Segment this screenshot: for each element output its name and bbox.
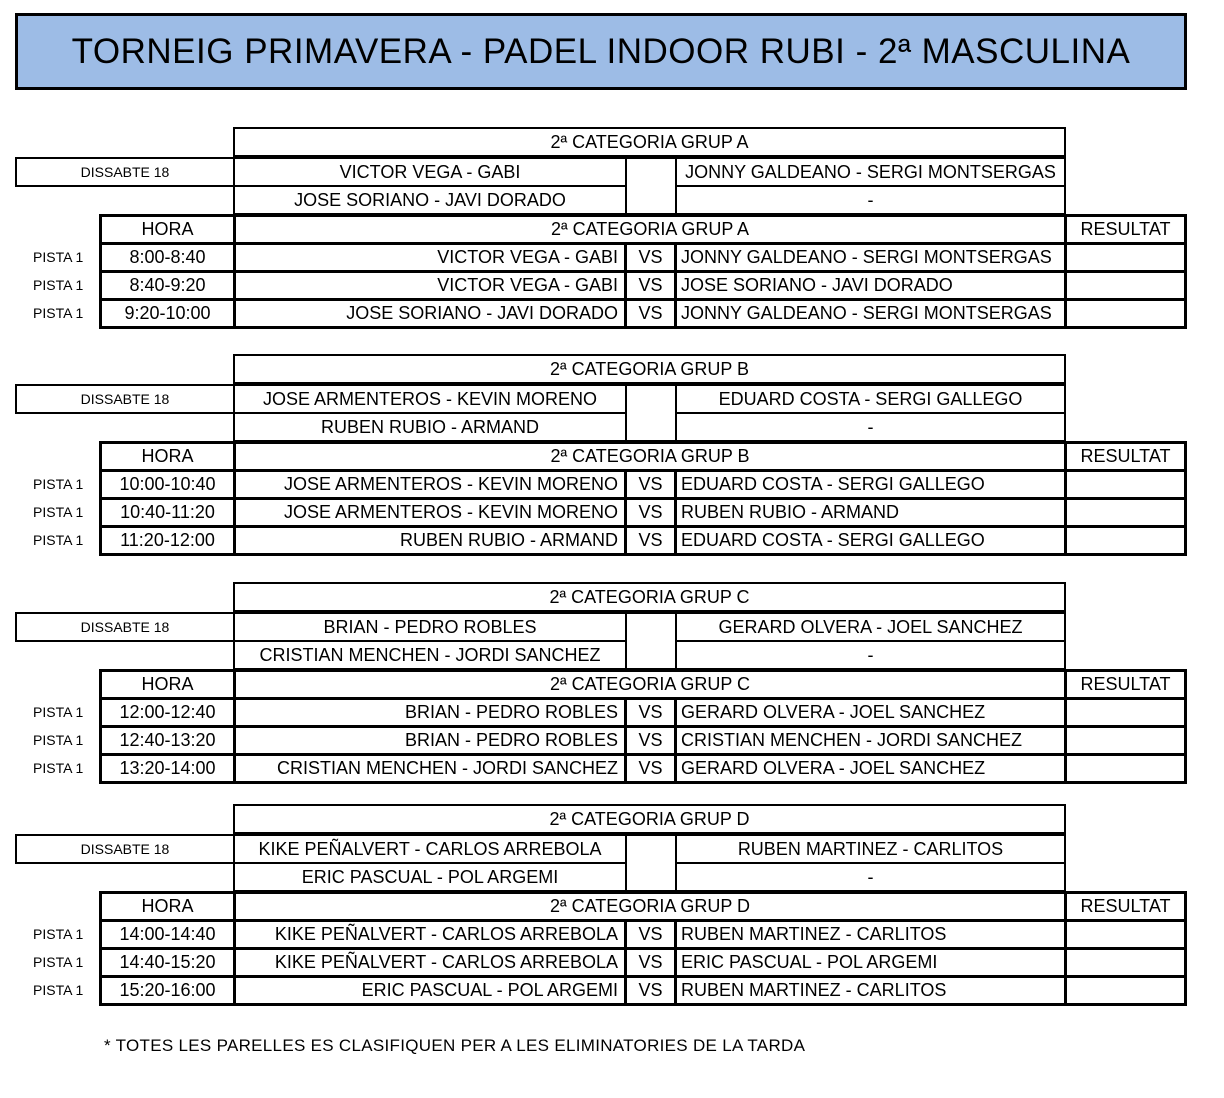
hora-header: HORA bbox=[99, 669, 236, 700]
group-header: 2ª CATEGORIA GRUP D bbox=[233, 804, 1066, 834]
match-home: JOSE SORIANO - JAVI DORADO bbox=[233, 298, 627, 329]
pista-label: PISTA 1 bbox=[33, 305, 84, 321]
schedule-group-header: 2ª CATEGORIA GRUP D bbox=[233, 891, 1067, 922]
resultat-header: RESULTAT bbox=[1064, 441, 1187, 472]
match-time: 10:40-11:20 bbox=[99, 497, 236, 528]
pista-label: PISTA 1 bbox=[33, 732, 84, 748]
pair-2: GERARD OLVERA - JOEL SANCHEZ bbox=[675, 612, 1066, 642]
match-away: RUBEN RUBIO - ARMAND bbox=[674, 497, 1067, 528]
match-time: 11:20-12:00 bbox=[99, 525, 236, 556]
pista-label: PISTA 1 bbox=[33, 704, 84, 720]
pairs-separator bbox=[625, 384, 677, 442]
match-vs: VS bbox=[624, 725, 677, 756]
pairs-separator bbox=[625, 834, 677, 892]
match-result[interactable] bbox=[1064, 697, 1187, 728]
resultat-header: RESULTAT bbox=[1064, 214, 1187, 245]
match-away: GERARD OLVERA - JOEL SANCHEZ bbox=[674, 753, 1067, 784]
pair-3: JOSE SORIANO - JAVI DORADO bbox=[233, 185, 627, 215]
pair-4: - bbox=[675, 862, 1066, 892]
pista-label: PISTA 1 bbox=[33, 926, 84, 942]
hora-header: HORA bbox=[99, 441, 236, 472]
match-away: CRISTIAN MENCHEN - JORDI SANCHEZ bbox=[674, 725, 1067, 756]
match-away: EDUARD COSTA - SERGI GALLEGO bbox=[674, 469, 1067, 500]
match-result[interactable] bbox=[1064, 469, 1187, 500]
pair-2: EDUARD COSTA - SERGI GALLEGO bbox=[675, 384, 1066, 414]
match-home: JOSE ARMENTEROS - KEVIN MORENO bbox=[233, 497, 627, 528]
match-time: 14:40-15:20 bbox=[99, 947, 236, 978]
group-d bbox=[0, 804, 1224, 1009]
group-b bbox=[0, 354, 1224, 559]
match-home: VICTOR VEGA - GABI bbox=[233, 270, 627, 301]
pista-label: PISTA 1 bbox=[33, 504, 84, 520]
pair-3: CRISTIAN MENCHEN - JORDI SANCHEZ bbox=[233, 640, 627, 670]
group-a bbox=[0, 127, 1224, 332]
match-vs: VS bbox=[624, 469, 677, 500]
pista-label: PISTA 1 bbox=[33, 982, 84, 998]
match-vs: VS bbox=[624, 947, 677, 978]
hora-header: HORA bbox=[99, 891, 236, 922]
pair-3: ERIC PASCUAL - POL ARGEMI bbox=[233, 862, 627, 892]
match-time: 15:20-16:00 bbox=[99, 975, 236, 1006]
page-title: TORNEIG PRIMAVERA - PADEL INDOOR RUBI - 2ª MASCULINA bbox=[15, 13, 1187, 90]
day-label: DISSABTE 18 bbox=[15, 157, 235, 187]
match-vs: VS bbox=[624, 270, 677, 301]
resultat-header: RESULTAT bbox=[1064, 669, 1187, 700]
pair-1: BRIAN - PEDRO ROBLES bbox=[233, 612, 627, 642]
match-vs: VS bbox=[624, 697, 677, 728]
pista-label: PISTA 1 bbox=[33, 954, 84, 970]
pairs-separator bbox=[625, 157, 677, 215]
match-home: CRISTIAN MENCHEN - JORDI SANCHEZ bbox=[233, 753, 627, 784]
match-time: 12:40-13:20 bbox=[99, 725, 236, 756]
pair-1: JOSE ARMENTEROS - KEVIN MORENO bbox=[233, 384, 627, 414]
pairs-separator bbox=[625, 612, 677, 670]
pair-4: - bbox=[675, 412, 1066, 442]
group-header: 2ª CATEGORIA GRUP C bbox=[233, 582, 1066, 612]
group-c bbox=[0, 582, 1224, 787]
match-away: JONNY GALDEANO - SERGI MONTSERGAS bbox=[674, 242, 1067, 273]
match-home: VICTOR VEGA - GABI bbox=[233, 242, 627, 273]
pair-4: - bbox=[675, 185, 1066, 215]
pair-3: RUBEN RUBIO - ARMAND bbox=[233, 412, 627, 442]
pista-label: PISTA 1 bbox=[33, 277, 84, 293]
match-home: RUBEN RUBIO - ARMAND bbox=[233, 525, 627, 556]
match-time: 14:00-14:40 bbox=[99, 919, 236, 950]
match-result[interactable] bbox=[1064, 975, 1187, 1006]
pair-1: VICTOR VEGA - GABI bbox=[233, 157, 627, 187]
pair-2: JONNY GALDEANO - SERGI MONTSERGAS bbox=[675, 157, 1066, 187]
match-time: 8:00-8:40 bbox=[99, 242, 236, 273]
group-header: 2ª CATEGORIA GRUP B bbox=[233, 354, 1066, 384]
match-vs: VS bbox=[624, 525, 677, 556]
match-away: RUBEN MARTINEZ - CARLITOS bbox=[674, 919, 1067, 950]
match-away: GERARD OLVERA - JOEL SANCHEZ bbox=[674, 697, 1067, 728]
match-away: EDUARD COSTA - SERGI GALLEGO bbox=[674, 525, 1067, 556]
match-home: BRIAN - PEDRO ROBLES bbox=[233, 697, 627, 728]
match-away: ERIC PASCUAL - POL ARGEMI bbox=[674, 947, 1067, 978]
resultat-header: RESULTAT bbox=[1064, 891, 1187, 922]
match-time: 13:20-14:00 bbox=[99, 753, 236, 784]
schedule-group-header: 2ª CATEGORIA GRUP B bbox=[233, 441, 1067, 472]
match-time: 8:40-9:20 bbox=[99, 270, 236, 301]
match-time: 12:00-12:40 bbox=[99, 697, 236, 728]
match-home: ERIC PASCUAL - POL ARGEMI bbox=[233, 975, 627, 1006]
group-header: 2ª CATEGORIA GRUP A bbox=[233, 127, 1066, 157]
match-result[interactable] bbox=[1064, 919, 1187, 950]
match-away: JOSE SORIANO - JAVI DORADO bbox=[674, 270, 1067, 301]
pista-label: PISTA 1 bbox=[33, 249, 84, 265]
match-result[interactable] bbox=[1064, 270, 1187, 301]
schedule-group-header: 2ª CATEGORIA GRUP C bbox=[233, 669, 1067, 700]
match-home: BRIAN - PEDRO ROBLES bbox=[233, 725, 627, 756]
hora-header: HORA bbox=[99, 214, 236, 245]
day-label: DISSABTE 18 bbox=[15, 834, 235, 864]
pista-label: PISTA 1 bbox=[33, 476, 84, 492]
match-result[interactable] bbox=[1064, 947, 1187, 978]
schedule-group-header: 2ª CATEGORIA GRUP A bbox=[233, 214, 1067, 245]
match-vs: VS bbox=[624, 753, 677, 784]
match-time: 9:20-10:00 bbox=[99, 298, 236, 329]
match-time: 10:00-10:40 bbox=[99, 469, 236, 500]
match-home: JOSE ARMENTEROS - KEVIN MORENO bbox=[233, 469, 627, 500]
pair-4: - bbox=[675, 640, 1066, 670]
pista-label: PISTA 1 bbox=[33, 532, 84, 548]
match-vs: VS bbox=[624, 919, 677, 950]
match-result[interactable] bbox=[1064, 242, 1187, 273]
match-away: RUBEN MARTINEZ - CARLITOS bbox=[674, 975, 1067, 1006]
footnote: * TOTES LES PARELLES ES CLASIFIQUEN PER A LES ELIMINATORIES DE LA TARDA bbox=[104, 1036, 806, 1055]
pair-2: RUBEN MARTINEZ - CARLITOS bbox=[675, 834, 1066, 864]
match-vs: VS bbox=[624, 242, 677, 273]
match-vs: VS bbox=[624, 298, 677, 329]
match-result[interactable] bbox=[1064, 298, 1187, 329]
match-vs: VS bbox=[624, 497, 677, 528]
match-home: KIKE PEÑALVERT - CARLOS ARREBOLA bbox=[233, 947, 627, 978]
match-away: JONNY GALDEANO - SERGI MONTSERGAS bbox=[674, 298, 1067, 329]
match-home: KIKE PEÑALVERT - CARLOS ARREBOLA bbox=[233, 919, 627, 950]
match-vs: VS bbox=[624, 975, 677, 1006]
match-result[interactable] bbox=[1064, 525, 1187, 556]
pair-1: KIKE PEÑALVERT - CARLOS ARREBOLA bbox=[233, 834, 627, 864]
match-result[interactable] bbox=[1064, 725, 1187, 756]
match-result[interactable] bbox=[1064, 753, 1187, 784]
day-label: DISSABTE 18 bbox=[15, 384, 235, 414]
pista-label: PISTA 1 bbox=[33, 760, 84, 776]
day-label: DISSABTE 18 bbox=[15, 612, 235, 642]
match-result[interactable] bbox=[1064, 497, 1187, 528]
